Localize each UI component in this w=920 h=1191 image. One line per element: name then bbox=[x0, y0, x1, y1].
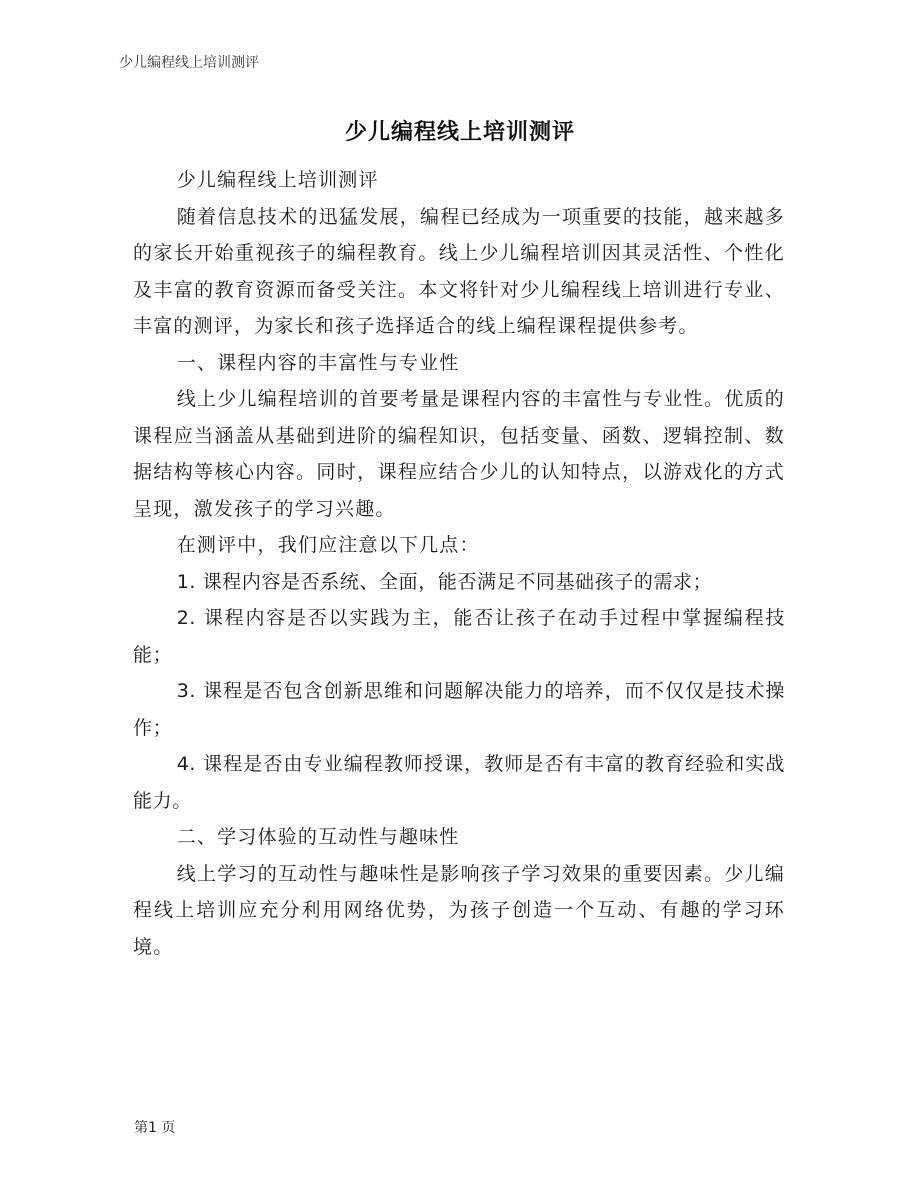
intro-paragraph: 随着信息技术的迅猛发展，编程已经成为一项重要的技能，越来越多的家长开始重视孩子的编程教育。线上少儿编程培训因其灵活性、个性化及丰富的教育资源而备受关注。本文将针对少儿编程线上培训进行专业、丰富的测评，为家长和孩子选择适合的线上编程课程提供参考。 bbox=[133, 205, 785, 337]
page-header: 少儿编程线上培训测评 bbox=[119, 55, 259, 71]
section-heading-1: 一、课程内容的丰富性与专业性 bbox=[176, 351, 460, 374]
evaluation-points-intro: 在测评中，我们应注意以下几点： bbox=[176, 534, 480, 556]
section-1-paragraph: 线上少儿编程培训的首要考量是课程内容的丰富性与专业性。优质的课程应当涵盖从基础到进阶的编程知识，包括变量、函数、逻辑控制、数据结构等核心内容。同时，课程应结合少儿的认知特点，以游戏化的方式呈现，激发孩子的学习兴趣。 bbox=[133, 388, 785, 520]
subtitle: 少儿编程线上培训测评 bbox=[176, 169, 379, 191]
section-heading-2: 二、学习体验的互动性与趣味性 bbox=[176, 826, 460, 848]
list-item-4: 4. 课程是否由专业编程教师授课，教师是否有丰富的教育经验和实战能力。 bbox=[133, 753, 785, 812]
document-title: 少儿编程线上培训测评 bbox=[344, 120, 575, 145]
section-2-paragraph: 线上学习的互动性与趣味性是影响孩子学习效果的重要因素。少儿编程线上培训应充分利用网络优势，为孩子创造一个互动、有趣的学习环境。 bbox=[133, 862, 785, 958]
list-item-2: 2. 课程内容是否以实践为主，能否让孩子在动手过程中掌握编程技能； bbox=[133, 607, 785, 666]
list-item-1: 1. 课程内容是否系统、全面，能否满足不同基础孩子的需求； bbox=[176, 570, 713, 593]
list-item-3: 3. 课程是否包含创新思维和问题解决能力的培养，而不仅仅是技术操作； bbox=[133, 680, 785, 739]
document-body bbox=[133, 162, 785, 965]
page-number: 第1 页 bbox=[134, 1120, 176, 1136]
